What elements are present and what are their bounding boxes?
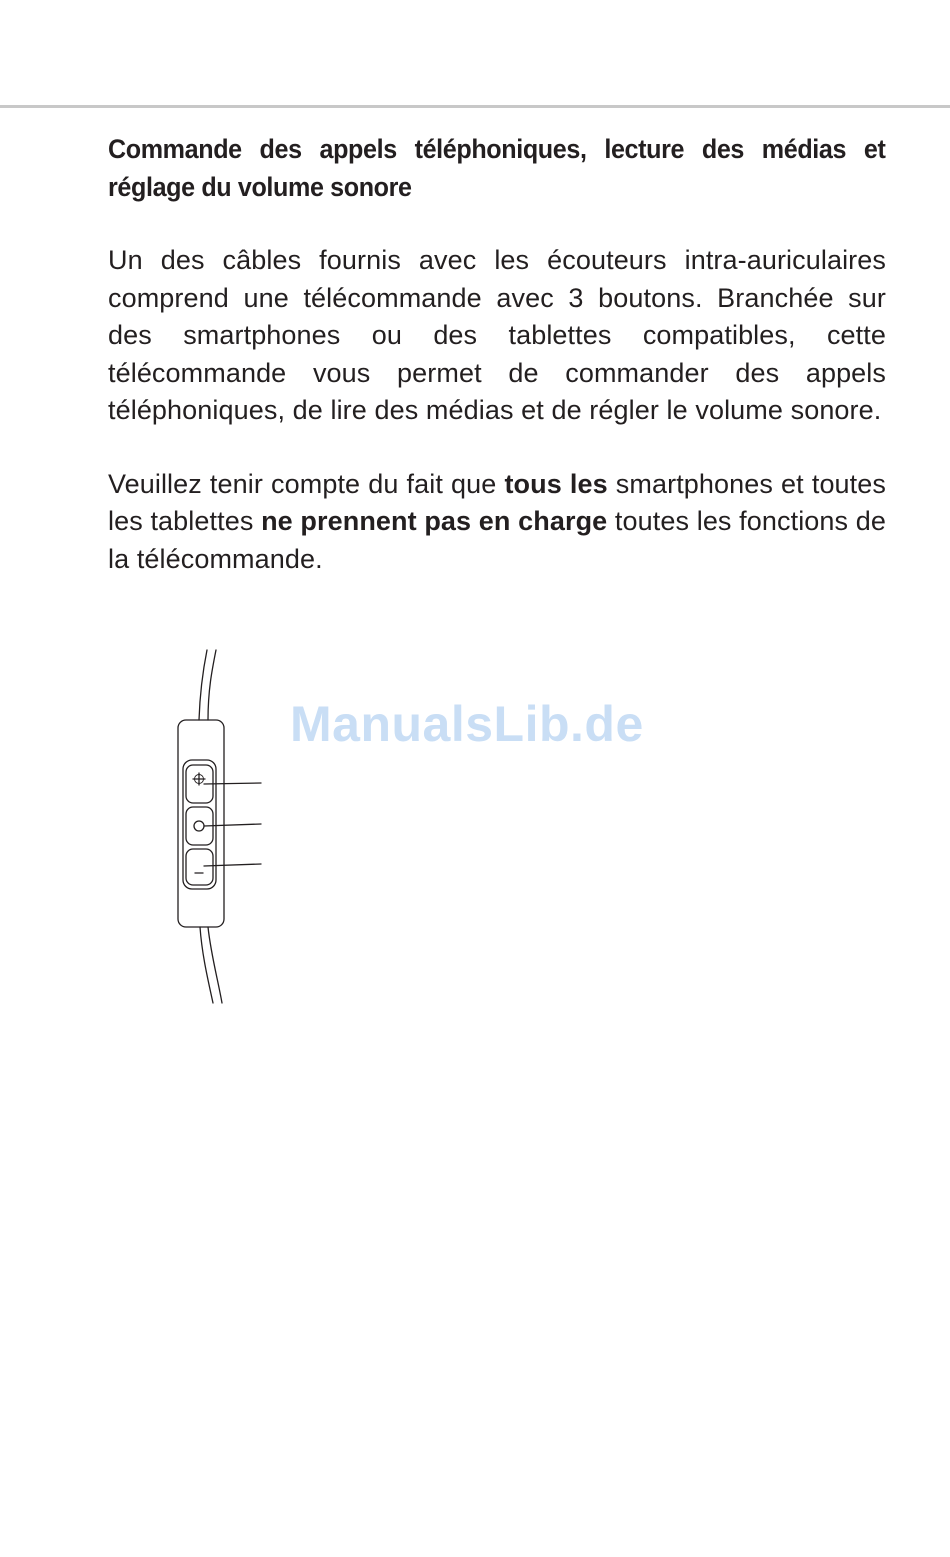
note-bold-2: ne prennent pas en charge [261, 506, 608, 536]
cable-top [199, 650, 207, 720]
remote-control-illustration [160, 645, 290, 1010]
watermark-logo: ManualsLib.de [290, 696, 644, 752]
center-icon [194, 821, 204, 831]
note-text-3: toutes les fonctions de la télécommande. [108, 506, 886, 574]
compatibility-note [108, 466, 886, 579]
intro-paragraph: Un des câbles fournis avec les écouteurs intra-auriculaires comprend une télécommande avec 3 boutons. Branchée sur des smartphones ou des tablettes compatibles, cette télécommande vous permet de commander des appels téléphoniques, de lire des médias et de régler le volume sonore. [108, 245, 886, 425]
note-bold-1: tous les [504, 468, 608, 499]
section-title: Commande des appels téléphoniques, lecture des médias et réglage du volume sonore [108, 134, 886, 202]
note-text-2: smartphones et toutes les tablettes [108, 468, 886, 536]
page-content [108, 130, 886, 578]
remote-body [178, 720, 224, 927]
note-text-1: Veuillez tenir compte du fait que [108, 468, 505, 499]
cable-top-2 [208, 650, 216, 720]
minus-button [186, 849, 213, 885]
cable-bottom [200, 927, 213, 1003]
header-rule [0, 105, 950, 108]
